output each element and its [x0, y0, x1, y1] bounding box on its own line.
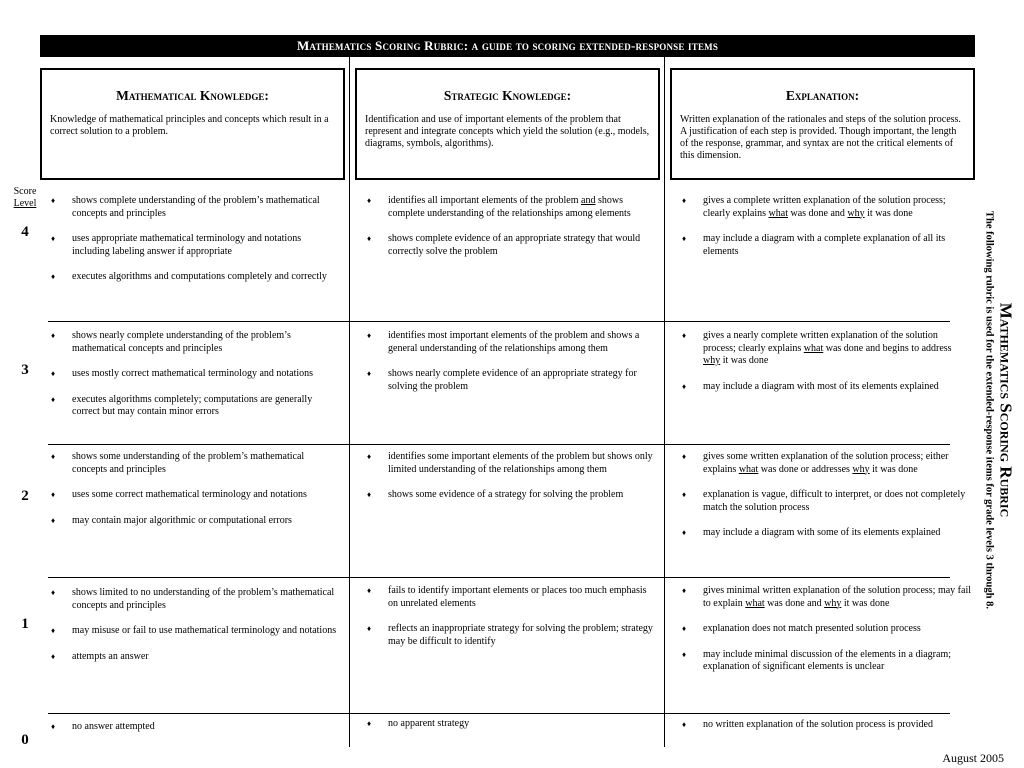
- category-box-strategic-knowledge: [355, 68, 660, 180]
- rubric-title: Mathematics Scoring Rubric: a guide to scoring extended-response items: [40, 35, 975, 57]
- category-heading: Mathematical Knowledge:: [116, 88, 269, 103]
- category-description: Written explanation of the rationales and steps of the solution process. A justification of each step is provided. Though important, the length of the response, grammar, and syntax are not the critical elements of this dimension.: [680, 114, 961, 161]
- column-divider: [349, 57, 350, 747]
- criterion-item: ♦ gives a complete written explanation of the solution process; clearly explains what was done and why it was done: [681, 195, 971, 220]
- criterion-item: ♦ shows nearly complete understanding of the problem’s mathematical concepts and principles: [50, 330, 340, 355]
- cell-1-explanation: [681, 585, 971, 687]
- score-level-1: 1: [21, 616, 29, 632]
- score-level-header: [8, 186, 42, 210]
- cell-4-math: [50, 195, 340, 297]
- criterion-item: ♦ shows limited to no understanding of the problem’s mathematical concepts and principles: [50, 587, 340, 612]
- criterion-item: ♦ gives a nearly complete written explanation of the solution process; clearly explains what was done and begins to address why it was done: [681, 330, 971, 368]
- cell-0-math: [50, 721, 340, 747]
- criterion-item: ♦ uses some correct mathematical terminology and notations: [50, 489, 340, 502]
- cell-3-strategic: [366, 330, 656, 406]
- sidebar-subtitle: The following rubric is used for the extended-response items for grade levels 3 through 8.: [983, 211, 994, 609]
- cell-1-strategic: [366, 585, 656, 661]
- row-divider: [48, 444, 950, 445]
- cell-2-strategic: [366, 451, 656, 515]
- criterion-item: ♦ shows nearly complete evidence of an appropriate strategy for solving the problem: [366, 368, 656, 393]
- criterion-item: ♦ may include a diagram with most of its elements explained: [681, 381, 971, 394]
- criterion-item: ♦ shows some evidence of a strategy for solving the problem: [366, 489, 656, 502]
- cell-4-explanation: [681, 195, 971, 271]
- criterion-item: ♦ identifies some important elements of the problem but shows only limited understanding of the relationships among them: [366, 451, 656, 476]
- criterion-item: ♦ may misuse or fail to use mathematical terminology and notations: [50, 625, 340, 638]
- category-heading: Explanation:: [785, 88, 860, 103]
- score-level-2: 2: [21, 488, 29, 504]
- score-level-4: 4: [21, 224, 29, 240]
- category-box-math-knowledge: [40, 68, 345, 180]
- criterion-item: ♦ may include minimal discussion of the elements in a diagram; explanation of significant elements is unclear: [681, 649, 971, 674]
- criterion-item: ♦ gives minimal written explanation of the solution process; may fail to explain what was done and why it was done: [681, 585, 971, 610]
- score-header-line: Score: [13, 186, 37, 197]
- criterion-item: ♦ uses appropriate mathematical terminology and notations including labeling answer if appropriate: [50, 233, 340, 258]
- cell-3-explanation: [681, 330, 971, 406]
- criterion-item: ♦ fails to identify important elements or places too much emphasis on unrelated elements: [366, 585, 656, 610]
- row-divider: [48, 577, 950, 578]
- cell-3-math: [50, 330, 340, 432]
- criterion-item: ♦ explanation is vague, difficult to interpret, or does not completely match the solution process: [681, 489, 971, 514]
- criterion-item: ♦ shows complete evidence of an appropriate strategy that would correctly solve the problem: [366, 233, 656, 258]
- cell-4-strategic: [366, 195, 656, 271]
- criterion-item: ♦ no apparent strategy: [366, 718, 656, 731]
- category-description: Identification and use of important elements of the problem that represent and integrate concepts which yield the solution (e.g., models, diagrams, symbols, algorithms).: [365, 114, 650, 149]
- criterion-item: ♦ explanation does not match presented solution process: [681, 623, 971, 636]
- cell-1-math: [50, 587, 340, 676]
- row-divider: [48, 321, 950, 322]
- criterion-item: ♦ may include a diagram with some of its elements explained: [681, 527, 971, 540]
- criterion-item: ♦ identifies all important elements of the problem and shows complete understanding of the relationships among elements: [366, 195, 656, 220]
- cell-0-strategic: [366, 718, 656, 744]
- row-divider: [48, 713, 950, 714]
- criterion-item: ♦ uses mostly correct mathematical terminology and notations: [50, 368, 340, 381]
- category-heading: Strategic Knowledge:: [443, 88, 572, 103]
- criterion-item: ♦ may include a diagram with a complete explanation of all its elements: [681, 233, 971, 258]
- category-box-explanation: [670, 68, 975, 180]
- score-level-0: 0: [21, 732, 29, 748]
- footer-date: August 2005: [942, 751, 1004, 765]
- cell-0-explanation: [681, 719, 971, 745]
- criterion-item: ♦ executes algorithms and computations completely and correctly: [50, 271, 340, 284]
- category-description: Knowledge of mathematical principles and concepts which result in a correct solution to a problem.: [50, 114, 329, 137]
- criterion-item: ♦ shows complete understanding of the problem’s mathematical concepts and principles: [50, 195, 340, 220]
- column-divider: [664, 57, 665, 747]
- criterion-item: ♦ may contain major algorithmic or computational errors: [50, 515, 340, 528]
- criterion-item: ♦ gives some written explanation of the solution process; either explains what was done or addresses why it was done: [681, 451, 971, 476]
- criterion-item: ♦ attempts an answer: [50, 651, 340, 664]
- criterion-item: ♦ no written explanation of the solution process is provided: [681, 719, 971, 732]
- sidebar-caption: [976, 150, 1021, 670]
- score-header-line: Level: [13, 198, 37, 209]
- criterion-item: ♦ no answer attempted: [50, 721, 340, 734]
- score-level-3: 3: [21, 362, 29, 378]
- cell-2-math: [50, 451, 340, 540]
- cell-2-explanation: [681, 451, 971, 553]
- criterion-item: ♦ shows some understanding of the problem’s mathematical concepts and principles: [50, 451, 340, 476]
- criterion-item: ♦ executes algorithms completely; computations are generally correct but may contain minor errors: [50, 394, 340, 419]
- criterion-item: ♦ reflects an inappropriate strategy for solving the problem; strategy may be difficult to identify: [366, 623, 656, 648]
- criterion-item: ♦ identifies most important elements of the problem and shows a general understanding of the relationships among them: [366, 330, 656, 355]
- sidebar-title: Mathematics Scoring Rubric: [996, 302, 1015, 518]
